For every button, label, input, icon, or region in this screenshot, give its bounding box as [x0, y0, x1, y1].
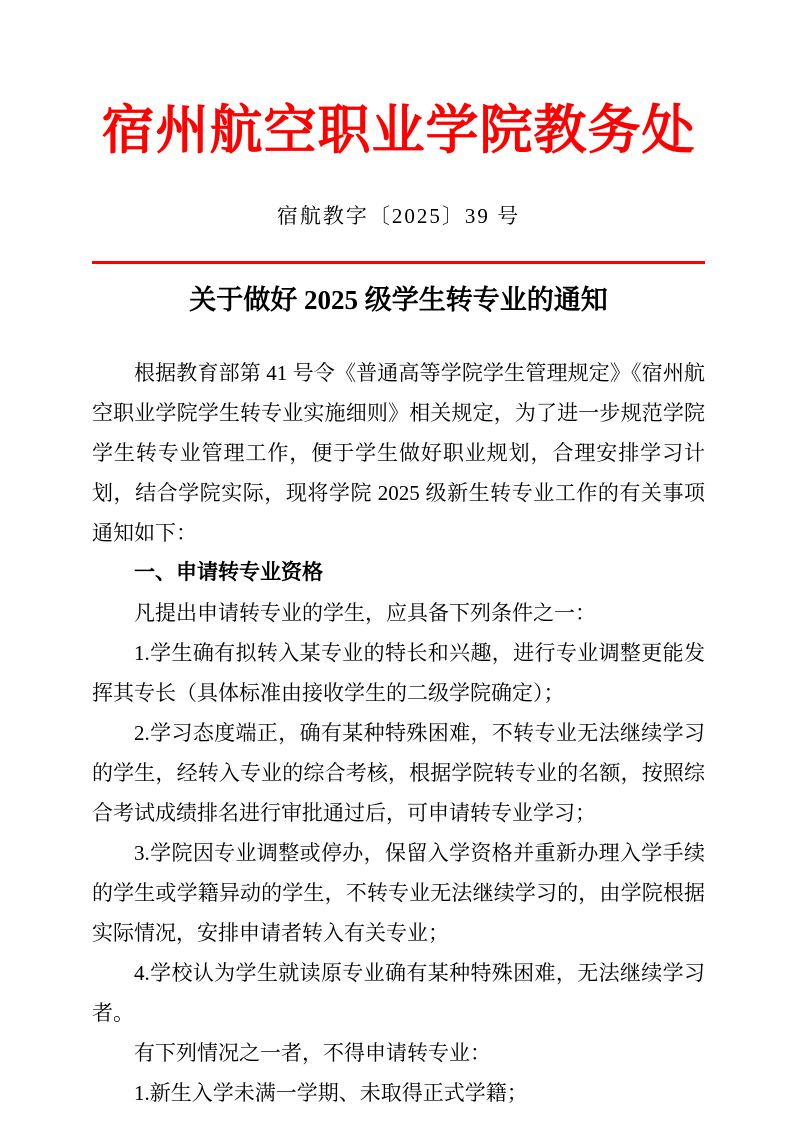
paragraph-condition-3: 3.学院因专业调整或停办，保留入学资格并重新办理入学手续的学生或学籍异动的学生，不转专业无法继续学习的，由学院根据实际情况，安排申请者转入有关专业；: [92, 841, 705, 945]
paragraph-intro: 根据教育部第 41 号令《普通高等学院学生管理规定》《宿州航空职业学院学生转专业实施细则》相关规定，为了进一步规范学院学生转专业管理工作，便于学生做好职业规划，合理安排学习计划，结合学院实际，现将学院 2025 级新生转专业工作的有关事项通知如下：: [92, 361, 705, 545]
doc-number: 宿航教字〔2025〕39 号: [276, 204, 521, 228]
section-heading-eligibility: 一、申请转专业资格: [134, 561, 323, 584]
paragraph-condition-2: 2.学习态度端正，确有某种特殊困难，不转专业无法继续学习的学生，经转入专业的综合考核，根据学院转专业的名额，按照综合考试成绩排名进行审批通过后，可申请转专业学习；: [92, 721, 705, 825]
red-divider: [92, 261, 705, 264]
paragraph-conditions-lead: 凡提出申请转专业的学生，应具备下列条件之一：: [134, 601, 596, 625]
paragraph-condition-1: 1.学生确有拟转入某专业的特长和兴趣，进行专业调整更能发挥其专长（具体标准由接收学生的二级学院确定）；: [92, 641, 705, 705]
paragraph-condition-4: 4.学校认为学生就读原专业确有某种特殊困难，无法继续学习者。: [92, 961, 705, 1025]
notice-title: 关于做好 2025 级学生转专业的通知: [189, 285, 608, 315]
org-title: 宿州航空职业学院教务处: [101, 102, 696, 160]
paragraph-restriction-1: 1.新生入学未满一学期、未取得正式学籍；: [134, 1081, 528, 1105]
notice-body: [92, 353, 705, 1113]
paragraph-restrictions-lead: 有下列情况之一者，不得申请转专业：: [134, 1041, 491, 1065]
